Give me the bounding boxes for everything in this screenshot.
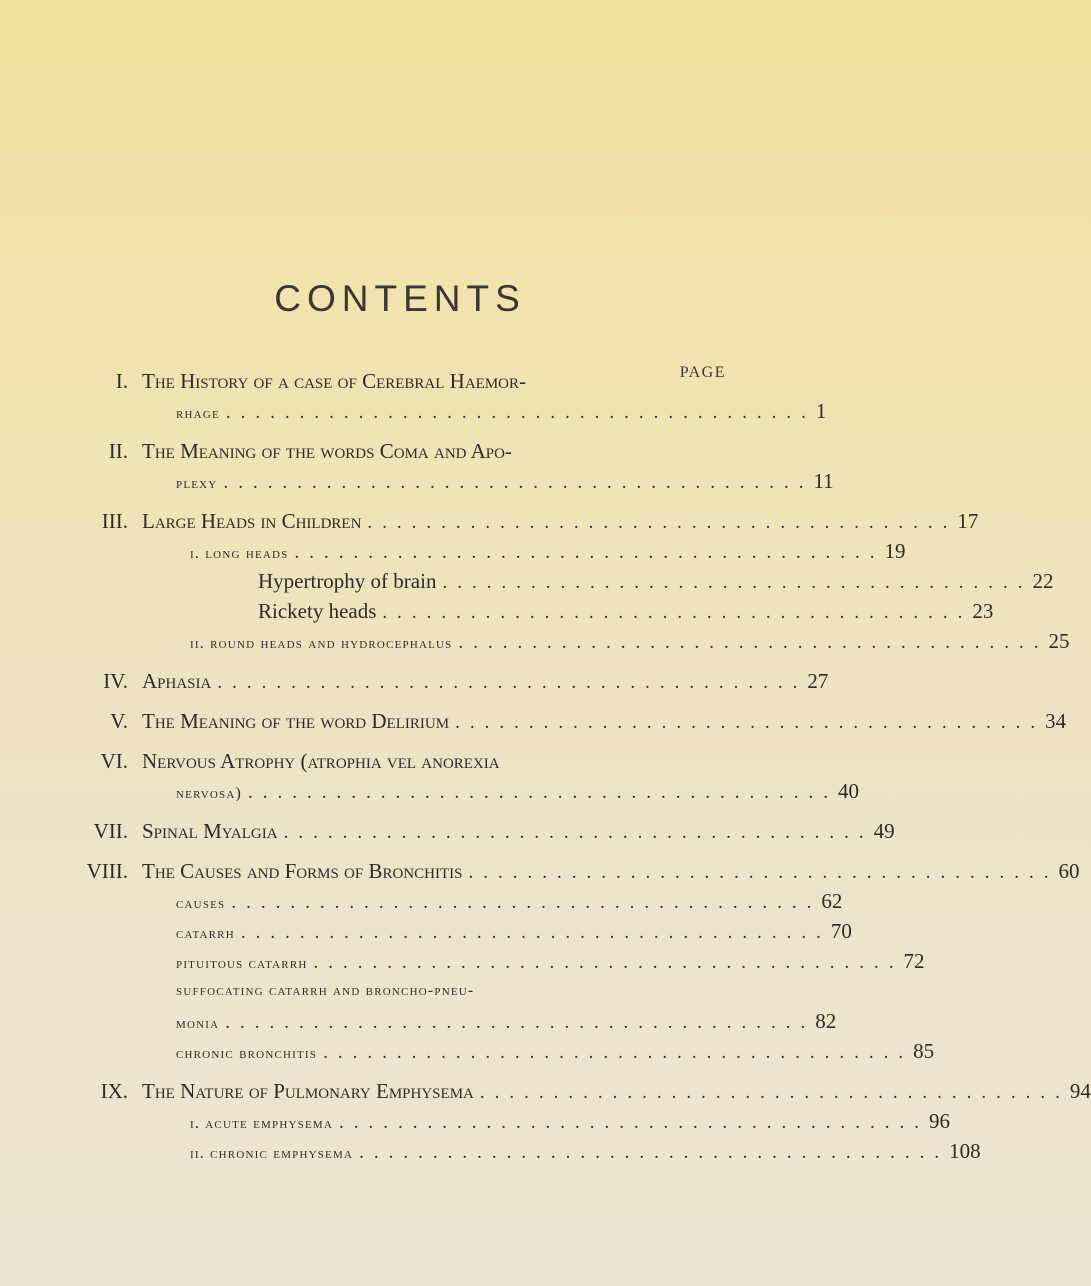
section-title: i. long heads xyxy=(190,545,289,562)
chapter-title: The Causes and Forms of Bronchitis xyxy=(142,859,463,883)
page-number: 25 xyxy=(1048,629,1070,653)
page-number: 23 xyxy=(972,599,994,623)
chapter-number: IX. xyxy=(100,1079,128,1103)
section-title: catarrh xyxy=(176,925,235,942)
page-number: 1 xyxy=(815,399,827,423)
leader-dots: ........................................ xyxy=(442,572,1033,593)
section-title: ii. chronic emphysema xyxy=(190,1145,354,1162)
leader-dots: ........................................ xyxy=(479,1082,1070,1103)
toc-line xyxy=(176,466,834,496)
toc-line xyxy=(176,1006,837,1036)
chapter-title-continued: rhage xyxy=(176,405,220,422)
page-number: 22 xyxy=(1032,569,1054,593)
chapter-title-continued: plexy xyxy=(176,475,218,492)
leader-dots: ........................................ xyxy=(359,1142,950,1163)
leader-dots: ........................................ xyxy=(240,922,831,943)
chapter-title-continued: nervosa) xyxy=(176,785,242,802)
chapter-number: VI. xyxy=(100,749,128,773)
section-title-continued: monia xyxy=(176,1015,220,1032)
page-title: CONTENTS xyxy=(274,278,526,319)
toc-line xyxy=(190,536,906,566)
section-title: Hypertrophy of brain xyxy=(258,569,437,593)
leader-dots: ........................................ xyxy=(248,782,838,803)
leader-dots: ........................................ xyxy=(283,822,874,843)
chapter-title: Aphasia xyxy=(142,669,212,693)
page-number: 27 xyxy=(807,669,829,693)
chapter-number: VII. xyxy=(93,819,128,843)
page-number: 11 xyxy=(813,469,834,493)
section-title: Rickety heads xyxy=(258,599,377,623)
toc-line xyxy=(258,596,994,626)
page-number: 94 xyxy=(1069,1079,1091,1103)
leader-dots: ........................................ xyxy=(225,402,816,423)
toc-line xyxy=(142,436,742,466)
page-column-label: PAGE xyxy=(679,364,726,381)
section-title: suffocating catarrh and broncho-pneu- xyxy=(176,982,475,999)
toc-line xyxy=(142,366,742,396)
page-number: 108 xyxy=(949,1139,981,1163)
leader-dots: ........................................ xyxy=(382,602,973,623)
chapter-title: The Meaning of the word Delirium xyxy=(142,709,450,733)
toc-line xyxy=(190,1106,950,1136)
leader-dots: ........................................ xyxy=(455,712,1046,733)
chapter-title: The History of a case of Cerebral Haemor- xyxy=(142,369,527,393)
page-number: 34 xyxy=(1045,709,1067,733)
toc-line xyxy=(142,666,829,696)
page-number: 72 xyxy=(903,949,925,973)
chapter-title: Large Heads in Children xyxy=(142,509,362,533)
page-number: 60 xyxy=(1058,859,1080,883)
page-number: 62 xyxy=(821,889,843,913)
page-number: 49 xyxy=(873,819,895,843)
chapter-number: IV. xyxy=(103,669,128,693)
leader-dots: ........................................ xyxy=(367,512,958,533)
chapter-title: The Nature of Pulmonary Emphysema xyxy=(142,1079,474,1103)
page-number: 85 xyxy=(913,1039,935,1063)
leader-dots: ........................................ xyxy=(294,542,885,563)
leader-dots: ........................................ xyxy=(323,1042,914,1063)
toc-line xyxy=(176,886,843,916)
leader-dots: ........................................ xyxy=(458,632,1049,653)
leader-dots: ........................................ xyxy=(225,1012,816,1033)
toc-line xyxy=(176,916,852,946)
section-title: chronic bronchitis xyxy=(176,1045,318,1062)
chapter-number: II. xyxy=(108,439,128,463)
toc-line xyxy=(176,1036,935,1066)
page-number: 40 xyxy=(838,779,859,803)
toc-line xyxy=(142,856,1080,886)
chapter-title: Spinal Myalgia xyxy=(142,819,278,843)
toc-line xyxy=(258,566,1054,596)
leader-dots: ........................................ xyxy=(313,952,904,973)
leader-dots: ........................................ xyxy=(339,1112,929,1133)
section-title: i. acute emphysema xyxy=(190,1115,333,1132)
chapter-number: V. xyxy=(110,709,128,733)
toc-line xyxy=(176,946,925,976)
leader-dots: ........................................ xyxy=(231,892,822,913)
toc-line xyxy=(176,396,827,426)
leader-dots: ........................................ xyxy=(217,672,808,693)
toc-line xyxy=(142,706,1067,736)
chapter-number: III. xyxy=(101,509,128,533)
page-number: 96 xyxy=(929,1109,950,1133)
toc-line xyxy=(176,776,859,806)
toc-line xyxy=(190,1136,981,1166)
page-number: 82 xyxy=(815,1009,837,1033)
section-title: ii. round heads and hydrocephalus xyxy=(190,635,453,652)
toc-line xyxy=(142,1076,1091,1106)
section-title: pituitous catarrh xyxy=(176,955,308,972)
toc-line xyxy=(142,506,979,536)
toc-line xyxy=(142,746,742,776)
toc-line xyxy=(142,816,895,846)
chapter-title: The Meaning of the words Coma and Apo- xyxy=(142,439,512,463)
page-number: 17 xyxy=(957,509,979,533)
page-number: 70 xyxy=(830,919,852,943)
leader-dots: ........................................ xyxy=(223,472,814,493)
toc-line xyxy=(190,626,1070,656)
toc-line xyxy=(176,976,742,1006)
leader-dots: ........................................ xyxy=(468,862,1059,883)
page-number: 19 xyxy=(884,539,906,563)
chapter-title: Nervous Atrophy (atrophia vel anorexia xyxy=(142,749,500,773)
section-title: causes xyxy=(176,895,226,912)
chapter-number: VIII. xyxy=(86,859,128,883)
chapter-number: I. xyxy=(115,369,128,393)
